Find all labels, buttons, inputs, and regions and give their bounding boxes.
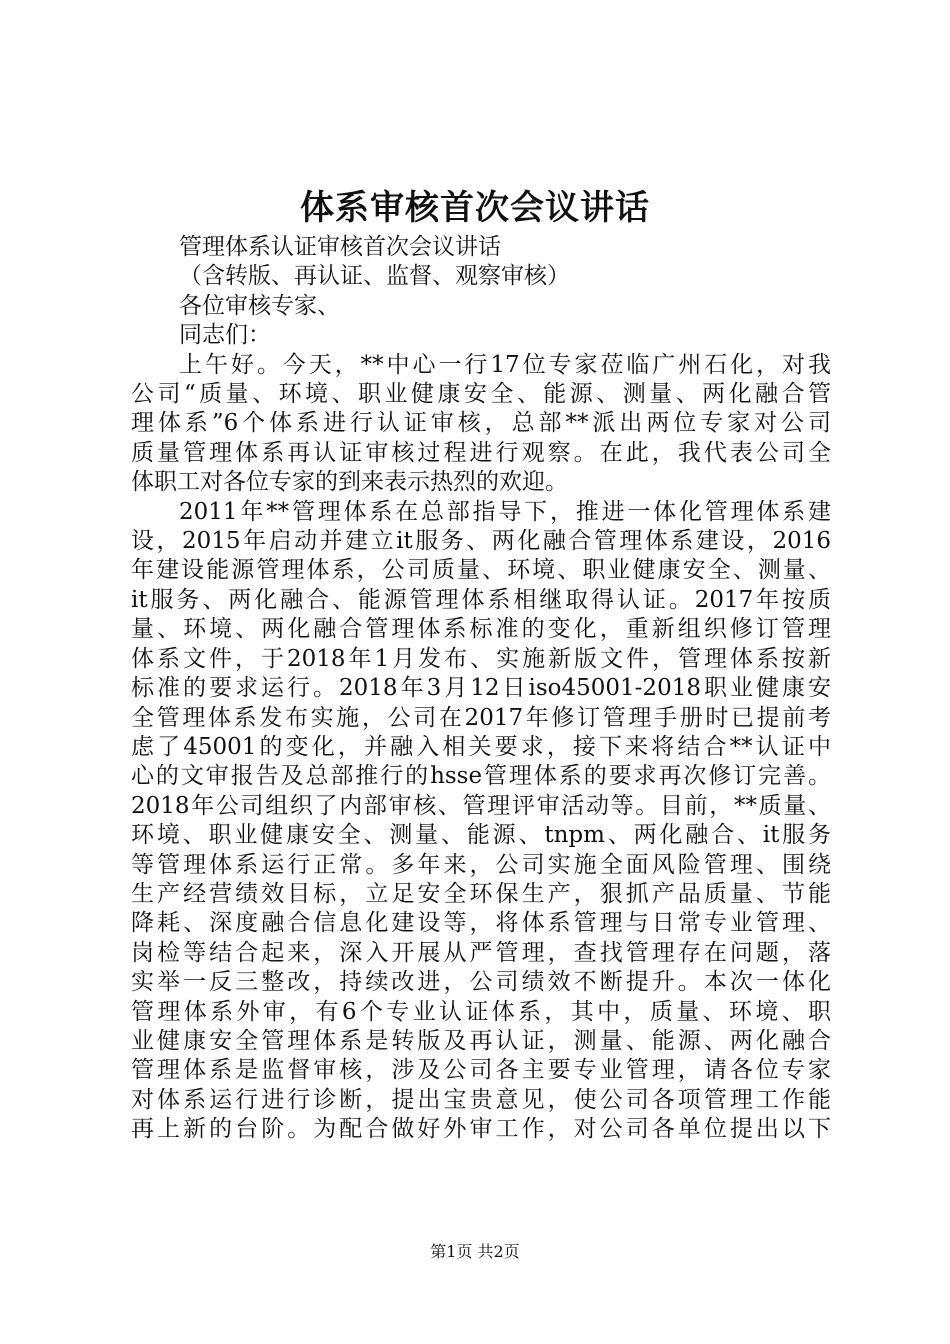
body-text-line: 全管理体系发布实施，公司在2017年修订管理手册时已提前考	[131, 704, 831, 731]
body-text-line: 量、环境、两化融合管理体系标准的变化，重新组织修订管理	[131, 616, 831, 643]
body-text-line: 心的文审报告及总部推行的hsse管理体系的要求再次修订完善。	[131, 763, 831, 790]
body-text-line: 降耗、深度融合信息化建设等，将体系管理与日常专业管理、	[131, 910, 831, 937]
body-text-line: 再上新的台阶。为配合做好外审工作，对公司各单位提出以下	[131, 1116, 831, 1143]
body-text-line: 2011年**管理体系在总部指导下，推进一体化管理体系建	[179, 498, 831, 525]
body-text-line: 岗检等结合起来，深入开展从严管理，查找管理存在问题，落	[131, 939, 831, 966]
document-body	[131, 233, 831, 1145]
body-text-line: 对体系运行进行诊断，提出宝贵意见，使公司各项管理工作能	[131, 1086, 831, 1113]
body-text-line: 理体系”6个体系进行认证审核，总部**派出两位专家对公司	[131, 410, 831, 437]
body-text-line: 业健康安全管理体系是转版及再认证，测量、能源、两化融合	[131, 1027, 831, 1054]
body-text-line: 公司“质量、环境、职业健康安全、能源、测量、两化融合管	[131, 381, 831, 408]
body-text-line: 各位审核专家、	[179, 292, 340, 319]
page-number: 第1页 共2页	[430, 1242, 520, 1261]
body-text-line: 实举一反三整改，持续改进，公司绩效不断提升。本次一体化	[131, 969, 831, 996]
body-text-line: 管理体系认证审核首次会议讲话	[179, 234, 501, 260]
body-text-line: 同志们：	[179, 322, 271, 349]
body-text-line: 设，2015年启动并建立it服务、两化融合管理体系建设，2016	[131, 528, 831, 555]
body-text-line: 2018年公司组织了内部审核、管理评审活动等。目前，**质量、	[131, 792, 831, 819]
document-title: 体系审核首次会议讲话	[300, 188, 650, 228]
body-text-line: 质量管理体系再认证审核过程进行观察。在此，我代表公司全	[131, 439, 831, 466]
body-text-line: 环境、职业健康安全、测量、能源、tnpm、两化融合、it服务	[131, 822, 831, 849]
body-text-line: 管理体系外审，有6个专业认证体系，其中，质量、环境、职	[131, 998, 831, 1025]
body-text-line: 体职工对各位专家的到来表示热烈的欢迎。	[131, 469, 568, 496]
body-text-line: （含转版、再认证、监督、观察审核）	[179, 263, 570, 290]
body-text-line: 管理体系是监督审核，涉及公司各主要专业管理，请各位专家	[131, 1057, 831, 1084]
body-text-line: 上午好。今天，**中心一行17位专家莅临广州石化，对我	[179, 351, 831, 378]
body-text-line: it服务、两化融合、能源管理体系相继取得认证。2017年按质	[131, 586, 831, 613]
body-text-line: 年建设能源管理体系，公司质量、环境、职业健康安全、测量、	[131, 557, 831, 584]
body-text-line: 生产经营绩效目标，立足安全环保生产，狠抓产品质量、节能	[131, 880, 831, 907]
body-text-line: 体系文件，于2018年1月发布、实施新版文件，管理体系按新	[131, 645, 831, 672]
body-text-line: 等管理体系运行正常。多年来，公司实施全面风险管理、围绕	[131, 851, 831, 878]
body-text-line: 虑了45001的变化，并融入相关要求，接下来将结合**认证中	[131, 733, 831, 760]
body-text-line: 标准的要求运行。2018年3月12日iso45001-2018职业健康安	[131, 675, 831, 702]
